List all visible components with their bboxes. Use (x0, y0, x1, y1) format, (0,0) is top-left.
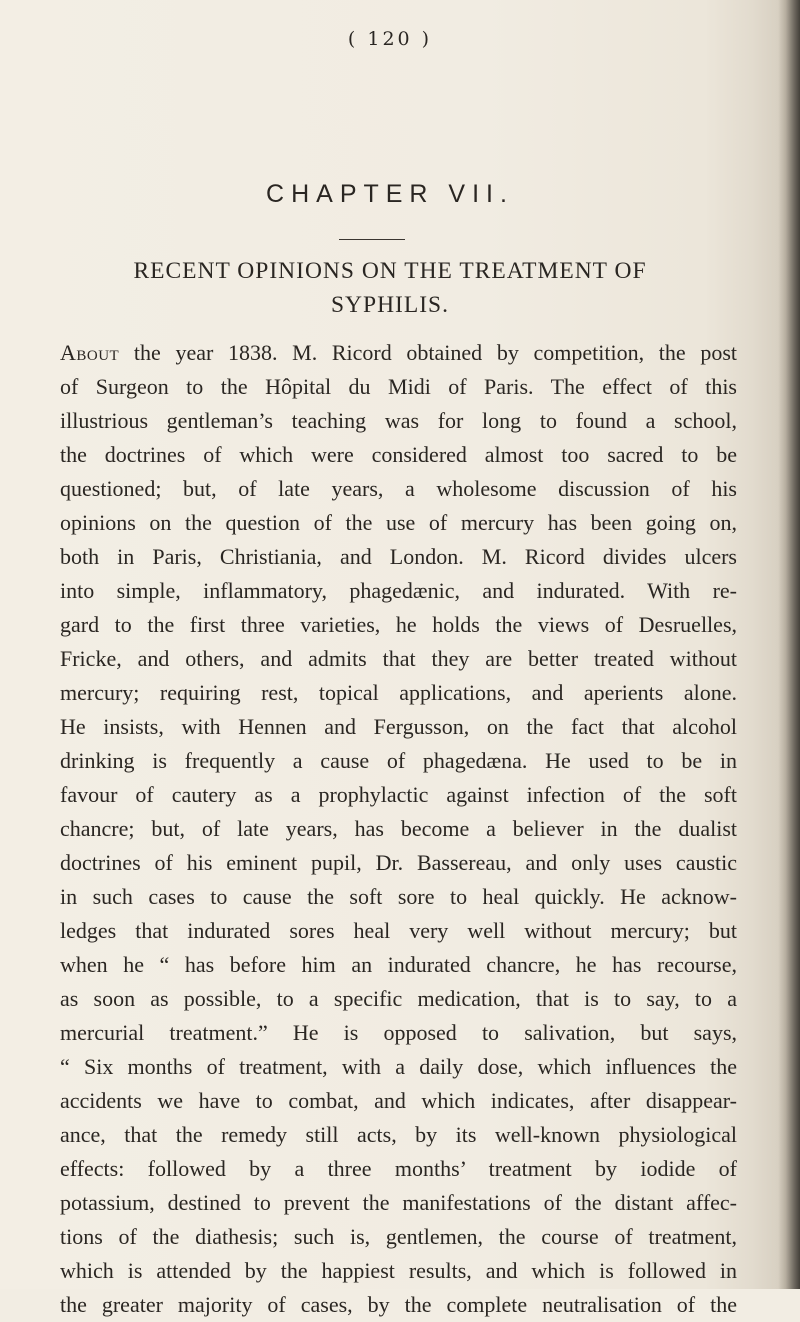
chapter-title-line: SYPHILIS. (330, 292, 450, 318)
text-line: of Surgeon to the Hôpital du Midi of Paris. The effect of this (60, 374, 737, 399)
text-line: the doctrines of which were considered almost too sacred to be (60, 442, 737, 467)
text-line: opinions on the question of the use of mercury has been going on, (60, 510, 737, 535)
text-line: both in Paris, Christiania, and London. M. Ricord divides ulcers (60, 544, 737, 569)
text-line: mercurial treatment.” He is opposed to salivation, but says, (60, 1020, 737, 1045)
text-line: illustrious gentleman’s teaching was for long to found a school, (60, 408, 737, 433)
text-line: ledges that indurated sores heal very well without mercury; but (60, 918, 737, 943)
text-line: favour of cautery as a prophylactic against infection of the soft (60, 782, 737, 807)
opening-word: About (60, 340, 120, 365)
text-line: drinking is frequently a cause of phagedæna. He used to be in (60, 748, 737, 773)
text-line: accidents we have to combat, and which indicates, after disappear- (60, 1088, 737, 1113)
body-paragraph (60, 336, 737, 1322)
page-number: ( 120 ) (347, 28, 433, 50)
text-line (60, 336, 737, 370)
text-line: as soon as possible, to a specific medication, that is to say, to a (60, 986, 737, 1011)
chapter-title (60, 254, 720, 322)
text-line: questioned; but, of late years, a wholesome discussion of his (60, 476, 737, 501)
text-line: potassium, destined to prevent the manifestations of the distant affec- (60, 1190, 737, 1215)
text-line: gard to the first three varieties, he holds the views of Desruelles, (60, 612, 737, 637)
text-line: chancre; but, of late years, has become a believer in the dualist (60, 816, 737, 841)
section-rule (339, 239, 405, 240)
text-line: when he “ has before him an indurated chancre, he has recourse, (60, 952, 737, 977)
chapter-title-line: RECENT OPINIONS ON THE TREATMENT OF (133, 258, 647, 284)
text-line: in such cases to cause the soft sore to heal quickly. He acknow- (60, 884, 737, 909)
text-line: doctrines of his eminent pupil, Dr. Bassereau, and only uses caustic (60, 850, 737, 875)
text-line: into simple, inflammatory, phagedænic, and indurated. With re- (60, 578, 737, 603)
text-line: effects: followed by a three months’ treatment by iodide of (60, 1156, 737, 1181)
text-line: Fricke, and others, and admits that they are better treated without (60, 646, 737, 671)
text-line: “ Six months of treatment, with a daily dose, which influences the (60, 1054, 737, 1079)
text-line: tions of the diathesis; such is, gentlemen, the course of treatment, (60, 1224, 737, 1249)
text-line-rest: the year 1838. M. Ricord obtained by competition, the post (119, 340, 737, 365)
text-line: which is attended by the happiest results, and which is followed in (60, 1258, 737, 1283)
text-line: He insists, with Hennen and Fergusson, on the fact that alcohol (60, 714, 737, 739)
text-line: the greater majority of cases, by the complete neutralisation of the (60, 1292, 737, 1317)
chapter-heading: CHAPTER VII. (266, 180, 514, 208)
page-edge-shadow (778, 0, 800, 1289)
text-line: mercury; requiring rest, topical applications, and aperients alone. (60, 680, 737, 705)
text-line: ance, that the remedy still acts, by its well-known physiological (60, 1122, 737, 1147)
